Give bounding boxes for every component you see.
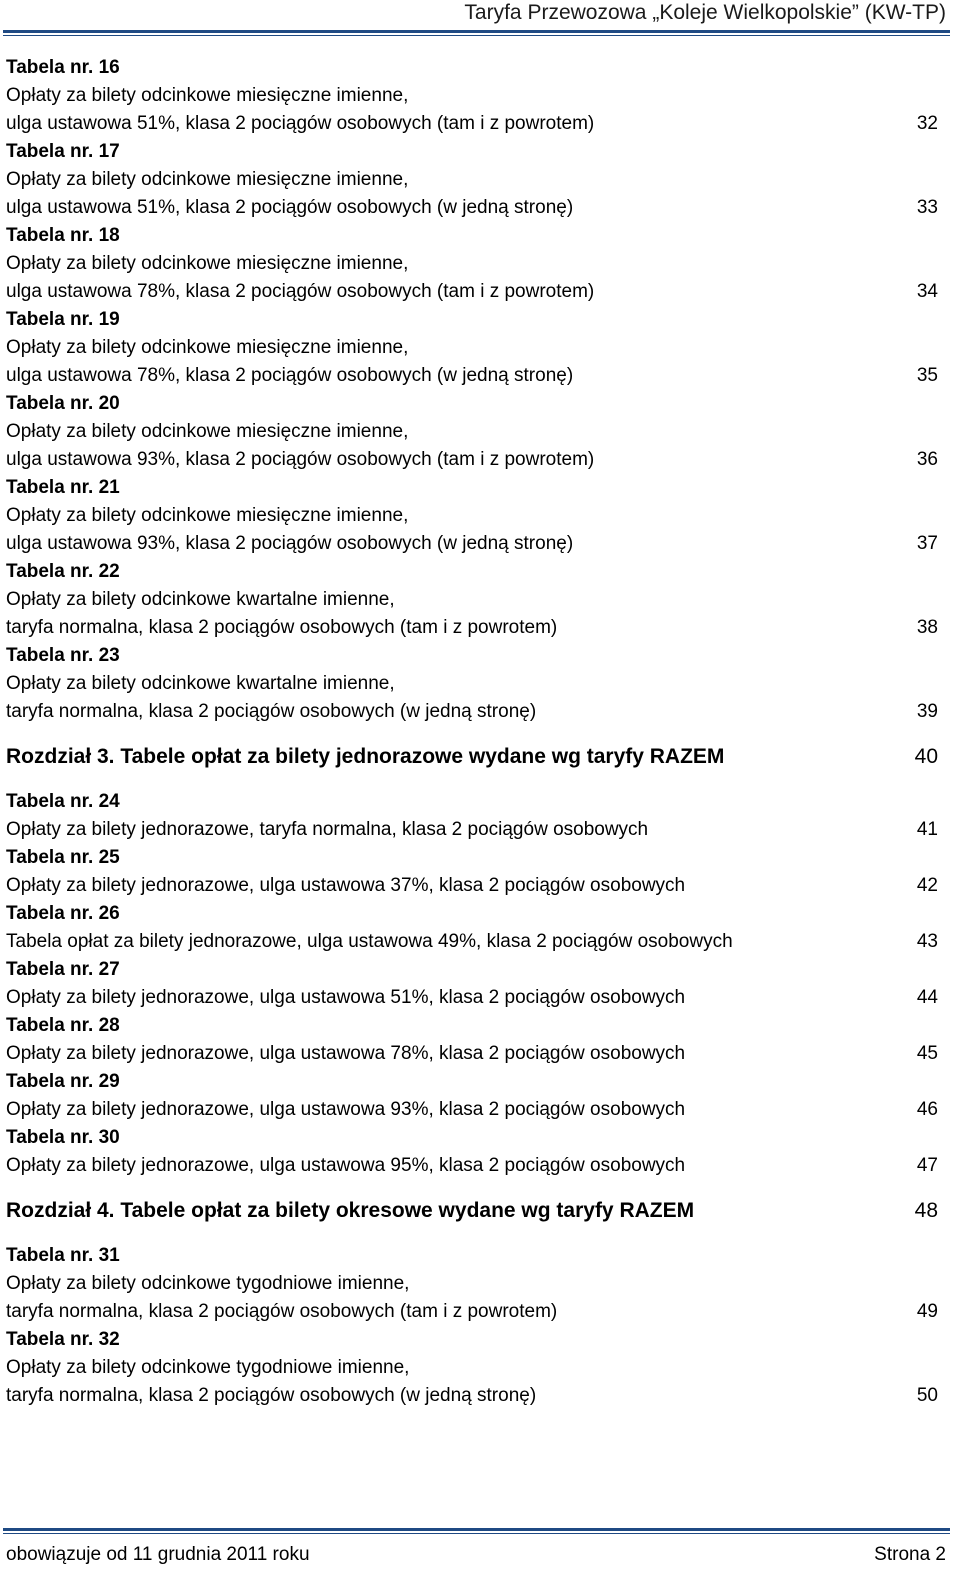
- toc-entry-label: Tabela nr. 32: [6, 1329, 120, 1350]
- toc-entry-description: ulga ustawowa 78%, klasa 2 pociągów osobowych (tam i z powrotem): [6, 281, 595, 302]
- toc-entry-description: Opłaty za bilety odcinkowe tygodniowe imienne,: [6, 1273, 410, 1294]
- toc-entry-description: Opłaty za bilety odcinkowe tygodniowe imienne,: [6, 1357, 410, 1378]
- toc-entry-label: Tabela nr. 17: [6, 141, 120, 162]
- toc-entry-description: ulga ustawowa 51%, klasa 2 pociągów osobowych (tam i z powrotem): [6, 113, 595, 134]
- toc-entry-description: ulga ustawowa 93%, klasa 2 pociągów osobowych (tam i z powrotem): [6, 449, 595, 470]
- toc-entry-label: Tabela nr. 25: [6, 847, 120, 868]
- toc-entry[interactable]: [6, 1326, 938, 1410]
- chapter-page-number: 40: [914, 745, 938, 768]
- toc-chapter[interactable]: [6, 1196, 938, 1226]
- toc-entry-page-number: 36: [916, 449, 938, 470]
- page-header: Taryfa Przewozowa „Koleje Wielkopolskie” (KW-TP): [464, 1, 946, 24]
- toc-entry-page-number: 45: [916, 1043, 938, 1064]
- toc-entry[interactable]: [6, 844, 938, 900]
- toc-entry[interactable]: [6, 1242, 938, 1326]
- toc-entry[interactable]: [6, 54, 938, 138]
- toc-entry-label: Tabela nr. 28: [6, 1015, 120, 1036]
- toc-entry[interactable]: [6, 306, 938, 390]
- toc-entry-label: Tabela nr. 31: [6, 1245, 120, 1266]
- toc-entry-label: Tabela nr. 22: [6, 561, 120, 582]
- toc-entry-label: Tabela nr. 27: [6, 959, 120, 980]
- toc-entry-description: Opłaty za bilety odcinkowe miesięczne imienne,: [6, 337, 409, 358]
- toc-entry-description: taryfa normalna, klasa 2 pociągów osobowych (w jedną stronę): [6, 701, 537, 722]
- toc-entry-label: Tabela nr. 19: [6, 309, 120, 330]
- toc-entry-description: Opłaty za bilety jednorazowe, taryfa normalna, klasa 2 pociągów osobowych: [6, 819, 649, 840]
- toc-entry-label: Tabela nr. 29: [6, 1071, 120, 1092]
- toc-entry-description: Opłaty za bilety odcinkowe miesięczne imienne,: [6, 505, 409, 526]
- chapter-page-number: 48: [914, 1199, 938, 1222]
- toc-entry-page-number: 49: [916, 1301, 938, 1322]
- toc-entry-label: Tabela nr. 30: [6, 1127, 120, 1148]
- toc-entry-page-number: 32: [916, 113, 938, 134]
- toc-entry-description: taryfa normalna, klasa 2 pociągów osobowych (tam i z powrotem): [6, 617, 558, 638]
- toc-entry-description: taryfa normalna, klasa 2 pociągów osobowych (tam i z powrotem): [6, 1301, 558, 1322]
- toc-entry-page-number: 42: [916, 875, 938, 896]
- toc-entry[interactable]: [6, 1124, 938, 1180]
- toc-entry-label: Tabela nr. 18: [6, 225, 120, 246]
- table-of-contents: [6, 54, 938, 1410]
- toc-entry[interactable]: [6, 642, 938, 726]
- toc-entry-description: Opłaty za bilety jednorazowe, ulga ustawowa 37%, klasa 2 pociągów osobowych: [6, 875, 686, 896]
- toc-entry-description: ulga ustawowa 93%, klasa 2 pociągów osobowych (w jedną stronę): [6, 533, 574, 554]
- toc-entry[interactable]: [6, 1068, 938, 1124]
- toc-entry-page-number: 41: [916, 819, 938, 840]
- toc-entry[interactable]: [6, 558, 938, 642]
- toc-entry-page-number: 39: [916, 701, 938, 722]
- toc-entry-page-number: 38: [916, 617, 938, 638]
- toc-entry[interactable]: [6, 788, 938, 844]
- toc-entry-description: Opłaty za bilety jednorazowe, ulga ustawowa 78%, klasa 2 pociągów osobowych: [6, 1043, 686, 1064]
- toc-entry-page-number: 47: [916, 1155, 938, 1176]
- toc-entry[interactable]: [6, 1012, 938, 1068]
- toc-chapter[interactable]: [6, 742, 938, 772]
- toc-entry-page-number: 44: [916, 987, 938, 1008]
- toc-entry-description: Opłaty za bilety jednorazowe, ulga ustawowa 93%, klasa 2 pociągów osobowych: [6, 1099, 686, 1120]
- toc-entry-page-number: 46: [916, 1099, 938, 1120]
- footer-page-number: Strona 2: [874, 1544, 946, 1565]
- toc-entry-page-number: 37: [916, 533, 938, 554]
- toc-entry-description: Tabela opłat za bilety jednorazowe, ulga ustawowa 49%, klasa 2 pociągów osobowych: [6, 931, 733, 952]
- footer-divider: [3, 1528, 950, 1534]
- toc-entry-page-number: 35: [916, 365, 938, 386]
- toc-entry-label: Tabela nr. 24: [6, 791, 120, 812]
- toc-entry-description: Opłaty za bilety odcinkowe miesięczne imienne,: [6, 169, 409, 190]
- toc-entry[interactable]: [6, 138, 938, 222]
- toc-entry-label: Tabela nr. 23: [6, 645, 120, 666]
- toc-entry-page-number: 33: [916, 197, 938, 218]
- chapter-title: Rozdział 3. Tabele opłat za bilety jednorazowe wydane wg taryfy RAZEM: [6, 745, 725, 768]
- toc-entry-page-number: 34: [916, 281, 938, 302]
- toc-entry[interactable]: [6, 390, 938, 474]
- toc-entry-label: Tabela nr. 20: [6, 393, 120, 414]
- toc-entry-label: Tabela nr. 16: [6, 57, 120, 78]
- toc-entry-description: Opłaty za bilety odcinkowe miesięczne imienne,: [6, 253, 409, 274]
- toc-entry-page-number: 43: [916, 931, 938, 952]
- toc-entry-description: Opłaty za bilety odcinkowe miesięczne imienne,: [6, 85, 409, 106]
- toc-entry-description: Opłaty za bilety jednorazowe, ulga ustawowa 95%, klasa 2 pociągów osobowych: [6, 1155, 686, 1176]
- toc-entry[interactable]: [6, 222, 938, 306]
- toc-entry-description: Opłaty za bilety odcinkowe miesięczne imienne,: [6, 421, 409, 442]
- chapter-title: Rozdział 4. Tabele opłat za bilety okresowe wydane wg taryfy RAZEM: [6, 1199, 695, 1222]
- toc-entry-description: ulga ustawowa 51%, klasa 2 pociągów osobowych (w jedną stronę): [6, 197, 574, 218]
- header-divider: [3, 30, 950, 36]
- toc-entry-description: Opłaty za bilety jednorazowe, ulga ustawowa 51%, klasa 2 pociągów osobowych: [6, 987, 686, 1008]
- toc-entry-page-number: 50: [916, 1385, 938, 1406]
- toc-entry[interactable]: [6, 900, 938, 956]
- page-footer: [6, 1542, 946, 1568]
- footer-validity: obowiązuje od 11 grudnia 2011 roku: [6, 1544, 310, 1565]
- toc-entry-label: Tabela nr. 21: [6, 477, 120, 498]
- toc-entry-label: Tabela nr. 26: [6, 903, 120, 924]
- toc-entry-description: Opłaty za bilety odcinkowe kwartalne imienne,: [6, 673, 395, 694]
- toc-entry-description: Opłaty za bilety odcinkowe kwartalne imienne,: [6, 589, 395, 610]
- toc-entry[interactable]: [6, 956, 938, 1012]
- toc-entry-description: ulga ustawowa 78%, klasa 2 pociągów osobowych (w jedną stronę): [6, 365, 574, 386]
- toc-entry-description: taryfa normalna, klasa 2 pociągów osobowych (w jedną stronę): [6, 1385, 537, 1406]
- toc-entry[interactable]: [6, 474, 938, 558]
